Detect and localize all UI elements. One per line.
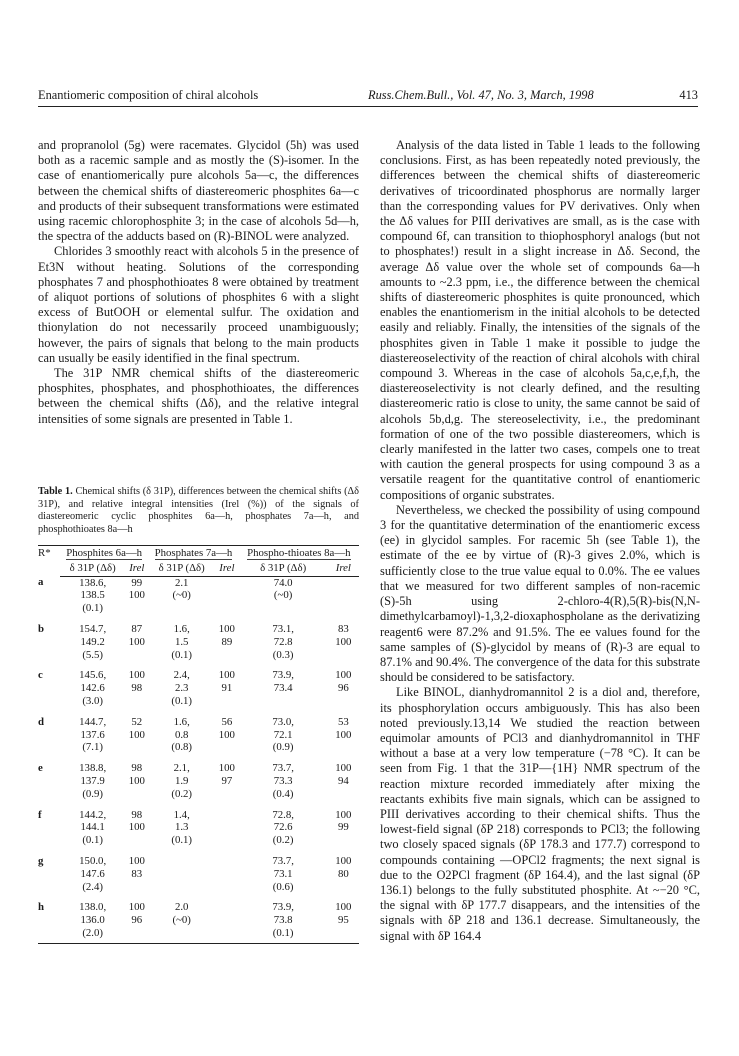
cell-value: 100 xyxy=(128,854,145,867)
paragraph: and propranolol (5g) were racemates. Glycidol (5h) was used both as a racemic sample and as mostly the (S)-isomer. In the case of enantiomerically pure alcohols 5a—c, the differences between the chemical shifts of diastereomeric phosphites 6a—c and products of their subsequent transformations were estimated using racemic chlorophosphite 3; in the case of alcohols 5d—h, the spectra of the adducts based on (R)-BINOL were analyzed. xyxy=(38,138,359,244)
cell-i1 xyxy=(125,661,148,707)
cell-p2 xyxy=(148,847,215,893)
cell-value: 72.8, xyxy=(272,808,294,821)
cell-value: 96 xyxy=(337,682,349,695)
cell-value: (0.3) xyxy=(272,648,294,661)
table-caption-label: Table 1. xyxy=(38,486,73,497)
cell-value: (0.1) xyxy=(82,602,103,615)
cell-value: (2.4) xyxy=(82,880,103,893)
cell-value: 56 xyxy=(221,715,233,728)
cell-value: 1.6, xyxy=(173,622,190,635)
cell-value: 80 xyxy=(337,867,349,880)
cell-value: (5.5) xyxy=(82,648,103,661)
cell-value: 1.3 xyxy=(174,821,189,834)
paragraph: Chlorides 3 smoothly react with alcohols 5 in the presence of Et3N without heating. Solutions of the corresponding phosphates 7 and phosphothioates 8 were obtained by treatment of aliquot portions of solutions of phosphites 6 with a slight excess of ButOOH or elemental sulfur. The oxidation and thionylation do not necessarily proceed unambiguously; however, the pairs of signals that belong to the main products can usually be easily identified in the final spectrum. xyxy=(38,244,359,365)
cell-value: 91 xyxy=(221,682,233,695)
cell-value: 0.8 xyxy=(174,728,189,741)
cell-value: 2.0 xyxy=(174,901,189,914)
header-citation: Russ.Chem.Bull., Vol. 47, No. 3, March, 1998 xyxy=(368,88,594,102)
table-row xyxy=(38,847,359,893)
cell-p3 xyxy=(239,801,328,847)
cell-i2 xyxy=(215,754,239,800)
col-header-phosphites: Phosphites 6a—h xyxy=(60,546,148,561)
cell-value: 53 xyxy=(337,715,349,728)
cell-value: 147.6 xyxy=(80,867,105,880)
col-header-irel: Irel xyxy=(328,561,359,576)
cell-p1 xyxy=(60,801,125,847)
cell-p3 xyxy=(239,754,328,800)
row-label: a xyxy=(38,576,44,589)
cell-p3 xyxy=(239,576,328,615)
row-label: d xyxy=(38,715,45,728)
row-label: e xyxy=(38,762,43,775)
table-row xyxy=(38,661,359,707)
cell-p3 xyxy=(239,615,328,661)
paragraph: Analysis of the data listed in Table 1 leads to the following conclusions. First, as has been repeatedly noted previously, the differences between the chemical shifts of diastereomeric derivatives of tricoordinated phosphorus are normally larger than the corresponding values for PV derivatives. Only when the Δδ values for PIII derivatives are small, as is the case with compound 6f, can transition to thiophosphoryl analogs (but not to phosphates!) result in a slight increase in Δδ. Second, the average Δδ value over the whole set of compounds 6a—h amounts to ~2.3 ppm, i.e., the difference between the chemical shifts of diastereomeric phosphites is quite pronounced, which enables the enantiomerism in the initial alcohols to be detected easily and reliably. Finally, the intensities of the signals of the phosphites given in Table 1 make it possible to judge the diastereoselectivity of the reaction of chiral alcohols with chiral compound 3. Whereas in the case of alcohols 5a,c,e,f,h, the diastereoselectivity is not clearly defined, and the resulting diastereomeric ratio is close to unity, the same cannot be said of alcohols 5b,d,g. The stereoselectivity, i.e., the predominant formation of one of the two possible diastereomers, which is clearly manifested in the latter two cases, compels one to treat with caution the general prospects for using compound 3 as a versatile reagent for the quantitative control of enantiomeric compositions of organic substrates. xyxy=(380,138,700,502)
table-row xyxy=(38,801,359,847)
cell-value: 100 xyxy=(128,774,145,787)
cell-value: 1.4, xyxy=(173,808,190,821)
col-header-shift: δ 31P (Δδ) xyxy=(60,561,125,576)
cell-i3 xyxy=(328,847,359,893)
cell-value: (0.1) xyxy=(272,926,294,939)
cell-value: 138.0, xyxy=(79,901,107,914)
cell-value: 100 xyxy=(218,622,235,635)
cell-p2 xyxy=(148,708,215,754)
cell-value: (0.9) xyxy=(82,787,103,800)
page-number: 413 xyxy=(679,88,698,102)
row-label: g xyxy=(38,854,44,867)
cell-p3 xyxy=(239,661,328,707)
cell-value: 100 xyxy=(335,762,352,775)
cell-p2 xyxy=(148,754,215,800)
cell-value: 1.5 xyxy=(174,635,189,648)
table-body xyxy=(38,576,359,943)
cell-value: (~0) xyxy=(172,914,191,927)
cell-value: (2.0) xyxy=(82,926,103,939)
cell-i1 xyxy=(125,576,148,615)
cell-i1 xyxy=(125,801,148,847)
cell-p1 xyxy=(60,847,125,893)
cell-value: 100 xyxy=(128,821,145,834)
col-header-irel: Irel xyxy=(125,561,148,576)
cell-value: 73.8 xyxy=(273,914,293,927)
cell-i2 xyxy=(215,576,239,615)
cell-value: 100 xyxy=(128,728,145,741)
cell-value: 73.4 xyxy=(273,682,293,695)
cell-value: 100 xyxy=(218,762,235,775)
row-label: f xyxy=(38,808,42,821)
right-column xyxy=(380,138,700,944)
cell-i2 xyxy=(215,893,239,943)
cell-value: 73.3 xyxy=(273,774,293,787)
cell-p2 xyxy=(148,893,215,943)
cell-value: 100 xyxy=(128,669,145,682)
col-header-shift: δ 31P (Δδ) xyxy=(239,561,328,576)
cell-p1 xyxy=(60,754,125,800)
cell-p2 xyxy=(148,576,215,615)
cell-i2 xyxy=(215,708,239,754)
cell-value: 98 xyxy=(131,762,143,775)
cell-p3 xyxy=(239,893,328,943)
cell-i1 xyxy=(125,615,148,661)
cell-i1 xyxy=(125,754,148,800)
cell-value: (~0) xyxy=(172,589,191,602)
cell-p1 xyxy=(60,661,125,707)
cell-value: 144.1 xyxy=(80,821,105,834)
cell-value: 100 xyxy=(335,635,352,648)
cell-p1 xyxy=(60,893,125,943)
cell-value: 89 xyxy=(221,635,233,648)
cell-value: 72.1 xyxy=(273,728,293,741)
cell-value: 74.0 xyxy=(273,576,293,589)
cell-value: 100 xyxy=(218,669,235,682)
cell-value: 87 xyxy=(131,622,143,635)
cell-i1 xyxy=(125,708,148,754)
cell-value: 2.4, xyxy=(173,669,190,682)
cell-value: 142.6 xyxy=(80,682,105,695)
cell-value: (~0) xyxy=(273,589,293,602)
cell-value: (3.0) xyxy=(82,694,103,707)
cell-i3 xyxy=(328,754,359,800)
cell-value: 72.6 xyxy=(273,821,293,834)
cell-value: (0.1) xyxy=(171,834,193,847)
cell-value: 136.0 xyxy=(80,914,105,927)
cell-p3 xyxy=(239,708,328,754)
cell-i3 xyxy=(328,576,359,615)
cell-value: 52 xyxy=(131,715,143,728)
cell-i2 xyxy=(215,801,239,847)
cell-value: (0.6) xyxy=(272,880,294,893)
table-row xyxy=(38,708,359,754)
cell-value: 73.0, xyxy=(272,715,294,728)
cell-i1 xyxy=(125,893,148,943)
cell-value: 2.1 xyxy=(174,576,189,589)
cell-value: 1.9 xyxy=(174,774,189,787)
cell-i2 xyxy=(215,661,239,707)
cell-value: 100 xyxy=(335,728,352,741)
cell-value: 98 xyxy=(131,808,143,821)
cell-value: 95 xyxy=(337,914,349,927)
cell-value: 99 xyxy=(337,821,349,834)
left-column xyxy=(38,138,359,427)
cell-p2 xyxy=(148,801,215,847)
cell-value: 2.1, xyxy=(173,762,190,775)
row-label: h xyxy=(38,893,60,943)
cell-value: 73.1, xyxy=(272,622,294,635)
row-label: c xyxy=(38,669,43,682)
paragraph: Like BINOL, dianhydromannitol 2 is a diol and, therefore, its phosphorylation occurs ambiguously. This has also been noted previously.13,14 We studied the reaction between equimolar amounts of PCl3 and dianhydromannitol in THF without a base at a very low temperature (−78 °C). It can be seen from Fig. 1 that the 31P—{1H} NMR spectrum of the reaction mixture recorded immediately after mixing the reactants exhibits five main signals, which can be assigned to PIII derivatives according to their chemical shifts. Thus the lowest-field signal (δP 218) corresponds to PCl3; the following two closely spaced signals (δP 178.3 and 177.7) correspond to compounds containing —OPCl2 fragments; the next signal is due to the O2PCl fragment (δP 164.4), and the last signal (δP 136.1) belongs to the fully substituted phosphite. At ~−20 °C, the signal with δP 177.7 disappears, and the intensities of the signals with δP 218 and 136.1 decrease. Simultaneously, the signal with δP 164.4 xyxy=(380,685,700,943)
cell-value: 100 xyxy=(128,589,145,602)
table-caption xyxy=(38,486,359,536)
cell-value: 145.6, xyxy=(79,669,107,682)
cell-p1 xyxy=(60,576,125,615)
row-label: b xyxy=(38,622,45,635)
paragraph: Nevertheless, we checked the possibility of using compound 3 for the quantitative determination of the enantiomeric excess (ee) in glycidol samples. For racemic 5h (see Table 1), the estimate of the ee by virtue of (R)-3 gives 2.0%, which is sufficiently close to the true value equal to 0.0%. The ee values that we measured for two different samples of non-racemic (S)-5h using 2-chloro-4(R),5(R)-bis(N,N-dimethylcarbamoyl)-1,3,2-dioxaphospholane as the derivatizing reagent6 were 87.2% and 91.5%. The ee values found for the same samples of (S)-glycidol by means of (R)-3 are equal to 87.1% and 90.4%. The convergence of the data for this substrate should be considered to be satisfactory. xyxy=(380,502,700,685)
col-header-irel: Irel xyxy=(215,561,239,576)
cell-value: 96 xyxy=(131,914,143,927)
cell-value: 137.9 xyxy=(80,774,105,787)
table-row xyxy=(38,893,359,943)
cell-value: 99 xyxy=(131,576,143,589)
cell-value: 144.7, xyxy=(79,715,107,728)
cell-value: 94 xyxy=(337,774,349,787)
cell-value: 100 xyxy=(335,669,352,682)
data-table xyxy=(38,545,359,944)
col-header-r: R* xyxy=(38,546,60,577)
cell-p1 xyxy=(60,615,125,661)
cell-value: 100 xyxy=(335,854,352,867)
cell-p3 xyxy=(239,847,328,893)
table-row xyxy=(38,754,359,800)
cell-i2 xyxy=(215,615,239,661)
header-title: Enantiomeric composition of chiral alcohols xyxy=(38,88,259,102)
cell-i1 xyxy=(125,847,148,893)
cell-value: 149.2 xyxy=(80,635,105,648)
cell-value: (0.8) xyxy=(171,741,193,754)
paragraph: The 31P NMR chemical shifts of the diastereomeric phosphites, phosphates, and phosphothioates, the differences between the chemical shifts (Δδ), and the relative integral intensities of some signals are presented in Table 1. xyxy=(38,366,359,426)
cell-i3 xyxy=(328,801,359,847)
cell-value: (0.1) xyxy=(171,648,193,661)
cell-i3 xyxy=(328,708,359,754)
cell-value: 73.7, xyxy=(272,762,294,775)
table-row xyxy=(38,576,359,615)
running-header xyxy=(38,86,698,107)
cell-i3 xyxy=(328,893,359,943)
cell-value: 100 xyxy=(128,901,145,914)
cell-value: 100 xyxy=(335,808,352,821)
cell-i3 xyxy=(328,661,359,707)
cell-value: (0.1) xyxy=(171,694,193,707)
cell-value: (0.9) xyxy=(272,741,294,754)
cell-value: 150.0, xyxy=(79,854,107,867)
cell-value: (0.2) xyxy=(171,787,193,800)
cell-i2 xyxy=(215,847,239,893)
cell-value: 83 xyxy=(131,867,143,880)
cell-value: 154.7, xyxy=(79,622,107,635)
cell-value: 73.9, xyxy=(272,901,294,914)
cell-value: 100 xyxy=(128,635,145,648)
table-row xyxy=(38,615,359,661)
cell-value: 97 xyxy=(221,774,233,787)
cell-value: 73.9, xyxy=(272,669,294,682)
cell-value: (0.1) xyxy=(82,834,103,847)
col-header-shift: δ 31P (Δδ) xyxy=(148,561,215,576)
cell-value: 138.8, xyxy=(79,762,107,775)
cell-value: (0.4) xyxy=(272,787,294,800)
cell-value: (0.2) xyxy=(272,834,294,847)
cell-i3 xyxy=(328,615,359,661)
cell-value: 138.5 xyxy=(80,589,105,602)
cell-value: 1.6, xyxy=(173,715,190,728)
cell-p2 xyxy=(148,615,215,661)
cell-value: 2.3 xyxy=(174,682,189,695)
cell-value: 100 xyxy=(218,728,235,741)
col-header-phosphates: Phosphates 7a—h xyxy=(148,546,238,561)
cell-value: 98 xyxy=(131,682,143,695)
cell-p1 xyxy=(60,708,125,754)
cell-value: 73.7, xyxy=(272,854,294,867)
cell-p2 xyxy=(148,661,215,707)
table-caption-text: Chemical shifts (δ 31P), differences between the chemical shifts (Δδ 31P), and relative integral intensities (Irel (%)) of the signals of diastereomeric cyclic phosphites 6a—h, phosphates 7a—h, and phosphothioates 8a—h xyxy=(38,486,360,535)
col-header-thioates: Phospho-thioates 8a—h xyxy=(239,546,359,561)
cell-value: 138.6, xyxy=(79,576,107,589)
cell-value: 137.6 xyxy=(80,728,105,741)
cell-value: 100 xyxy=(335,901,352,914)
cell-value: 144.2, xyxy=(79,808,107,821)
cell-value: 72.8 xyxy=(273,635,293,648)
cell-value: 73.1 xyxy=(273,867,293,880)
cell-value: 83 xyxy=(337,622,349,635)
cell-value: (7.1) xyxy=(82,741,103,754)
